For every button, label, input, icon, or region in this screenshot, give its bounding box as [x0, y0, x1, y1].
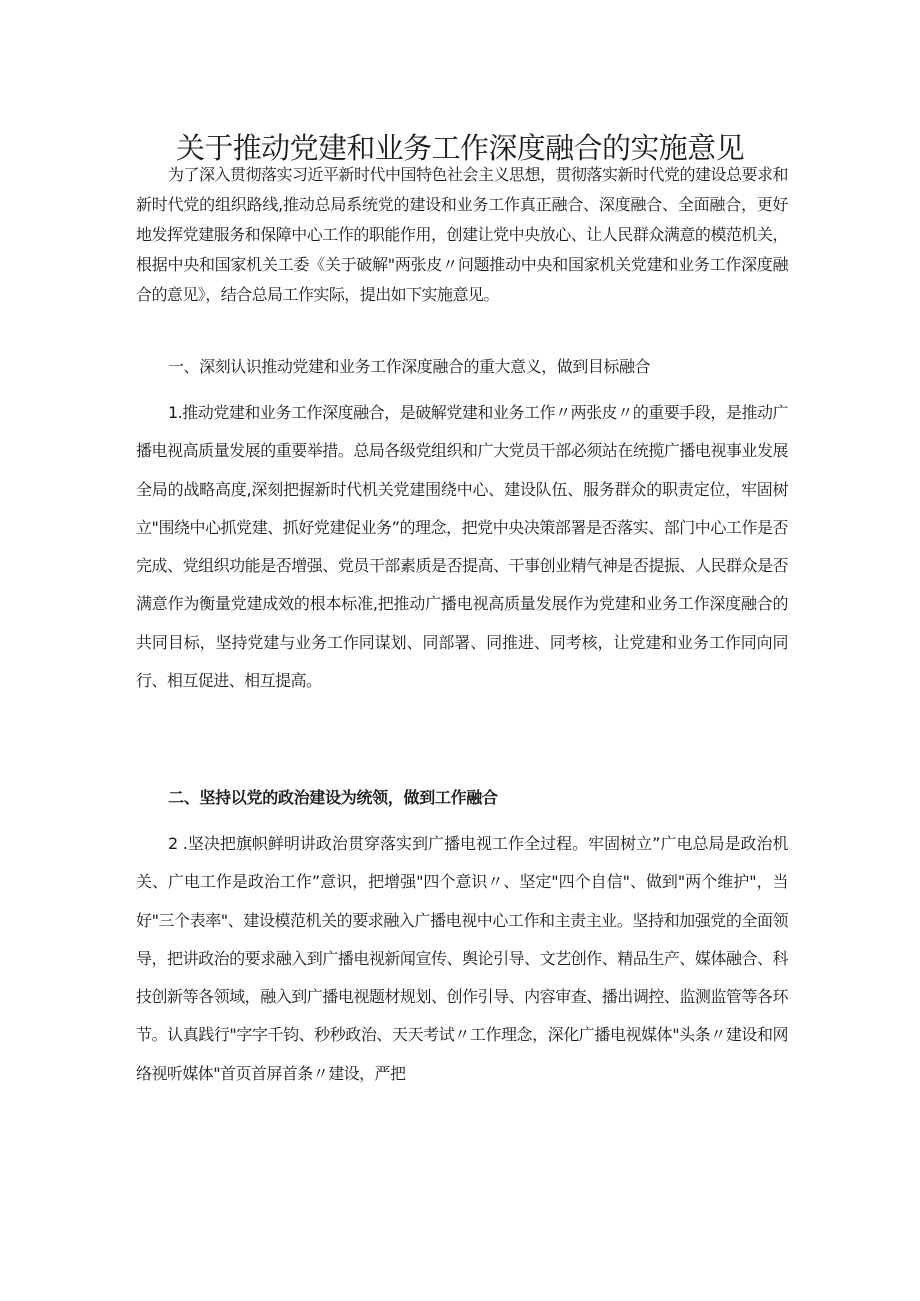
document-title: 关于推动党建和业务工作深度融合的实施意见 — [175, 131, 744, 165]
section-heading-1: 一、深刻认识推动党建和业务工作深度融合的重大意义，做到目标融合 — [168, 357, 651, 376]
section-heading-2: 二、坚持以党的政治建设为统领，做到工作融合 — [168, 788, 498, 807]
paragraph-2: 2 .坚决把旗帜鲜明讲政治贯穿落实到广播电视工作全过程。牢固树立”广电总局是政治机关、广电工作是政治工作”意识，把增强"四个意识〃、坚定"四个自信"、做到"两个维护"，当好"三个表率"、建设模范机关的要求融入广播电视中心工作和主责主业。坚持和加强党的全面领导，把讲政治的要求融入到广播电视新闻宣传、舆论引导、文艺创作、精品生产、媒体融合、科技创新等各领域，融入到广播电视题材规划、创作引导、内容审查、播出调控、监测监管等各环节。认真践行"字字千钧、秒秒政治、天天考试〃工作理念，深化广播电视媒体"头条〃建设和网络视听媒体"首页首屏首条〃建设，严把 — [136, 834, 788, 1083]
paragraph-1: 1.推动党建和业务工作深度融合，是破解党建和业务工作〃两张皮〃的重要手段，是推动广播电视高质量发展的重要举措。总局各级党组织和广大党员干部必须站在统揽广播电视事业发展全局的战略高度,深刻把握新时代机关党建围绕中心、建设队伍、服务群众的职责定位，牢固树立"围绕中心抓党建、抓好党建促业务”的理念，把党中央决策部署是否落实、部门中心工作是否完成、党组织功能是否增强、党员干部素质是否提高、干事创业精气神是否提振、人民群众是否满意作为衡量党建成效的根本标准,把推动广播电视高质量发展作为党建和业务工作深度融合的共同目标，坚持党建与业务工作同谋划、同部署、同推进、同考核，让党建和业务工作同向同行、相互促进、相互提高。 — [136, 403, 788, 691]
intro-paragraph: 为了深入贯彻落实习近平新时代中国特色社会主义思想，贯彻落实新时代党的建设总要求和新时代党的组织路线,推动总局系统党的建设和业务工作真正融合、深度融合、全面融合，更好地发挥党建服务和保障中心工作的职能作用，创建让党中央放心、让人民群众满意的模范机关，根据中央和国家机关工委《关于破解"两张皮〃问题推动中央和国家机关党建和业务工作深度融合的意见》，结合总局工作实际，提出如下实施意见。 — [136, 165, 788, 304]
